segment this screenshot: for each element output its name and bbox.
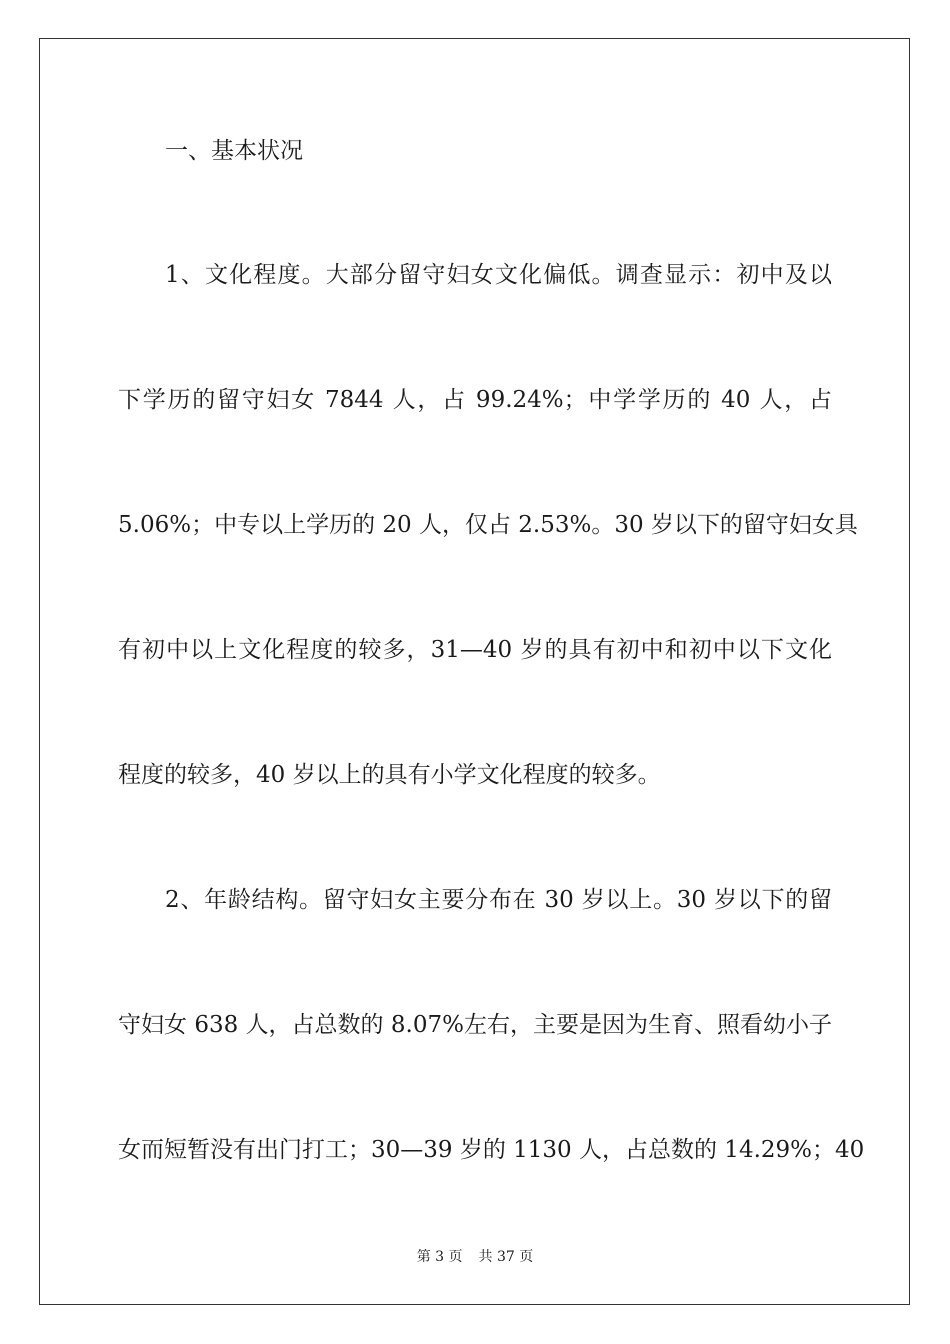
page-border <box>39 38 910 1305</box>
section-heading: 一、基本状况 <box>165 138 303 164</box>
paragraph-line: 程度的较多，40 岁以上的具有小学文化程度的较多。 <box>118 762 661 788</box>
paragraph-line: 2、年龄结构。留守妇女主要分布在 30 岁以上。30 岁以下的留 <box>165 887 832 913</box>
paragraph-line: 下学历的留守妇女 7844 人，占 99.24%；中学学历的 40 人，占 <box>118 387 832 413</box>
page-total: 共 37 页 <box>478 1249 534 1265</box>
paragraph-line: 守妇女 638 人，占总数的 8.07%左右，主要是因为生育、照看幼小子 <box>118 1012 832 1038</box>
paragraph-line: 有初中以上文化程度的较多，31—40 岁的具有初中和初中以下文化 <box>118 637 832 663</box>
page-footer <box>0 1247 950 1267</box>
page-number: 第 3 页 <box>416 1249 463 1265</box>
paragraph-line: 1、文化程度。大部分留守妇女文化偏低。调查显示：初中及以 <box>165 262 832 288</box>
paragraph-line: 5.06%；中专以上学历的 20 人，仅占 2.53%。30 岁以下的留守妇女具 <box>118 512 858 538</box>
paragraph-line: 女而短暂没有出门打工；30—39 岁的 1130 人，占总数的 14.29%；40 <box>118 1137 865 1163</box>
